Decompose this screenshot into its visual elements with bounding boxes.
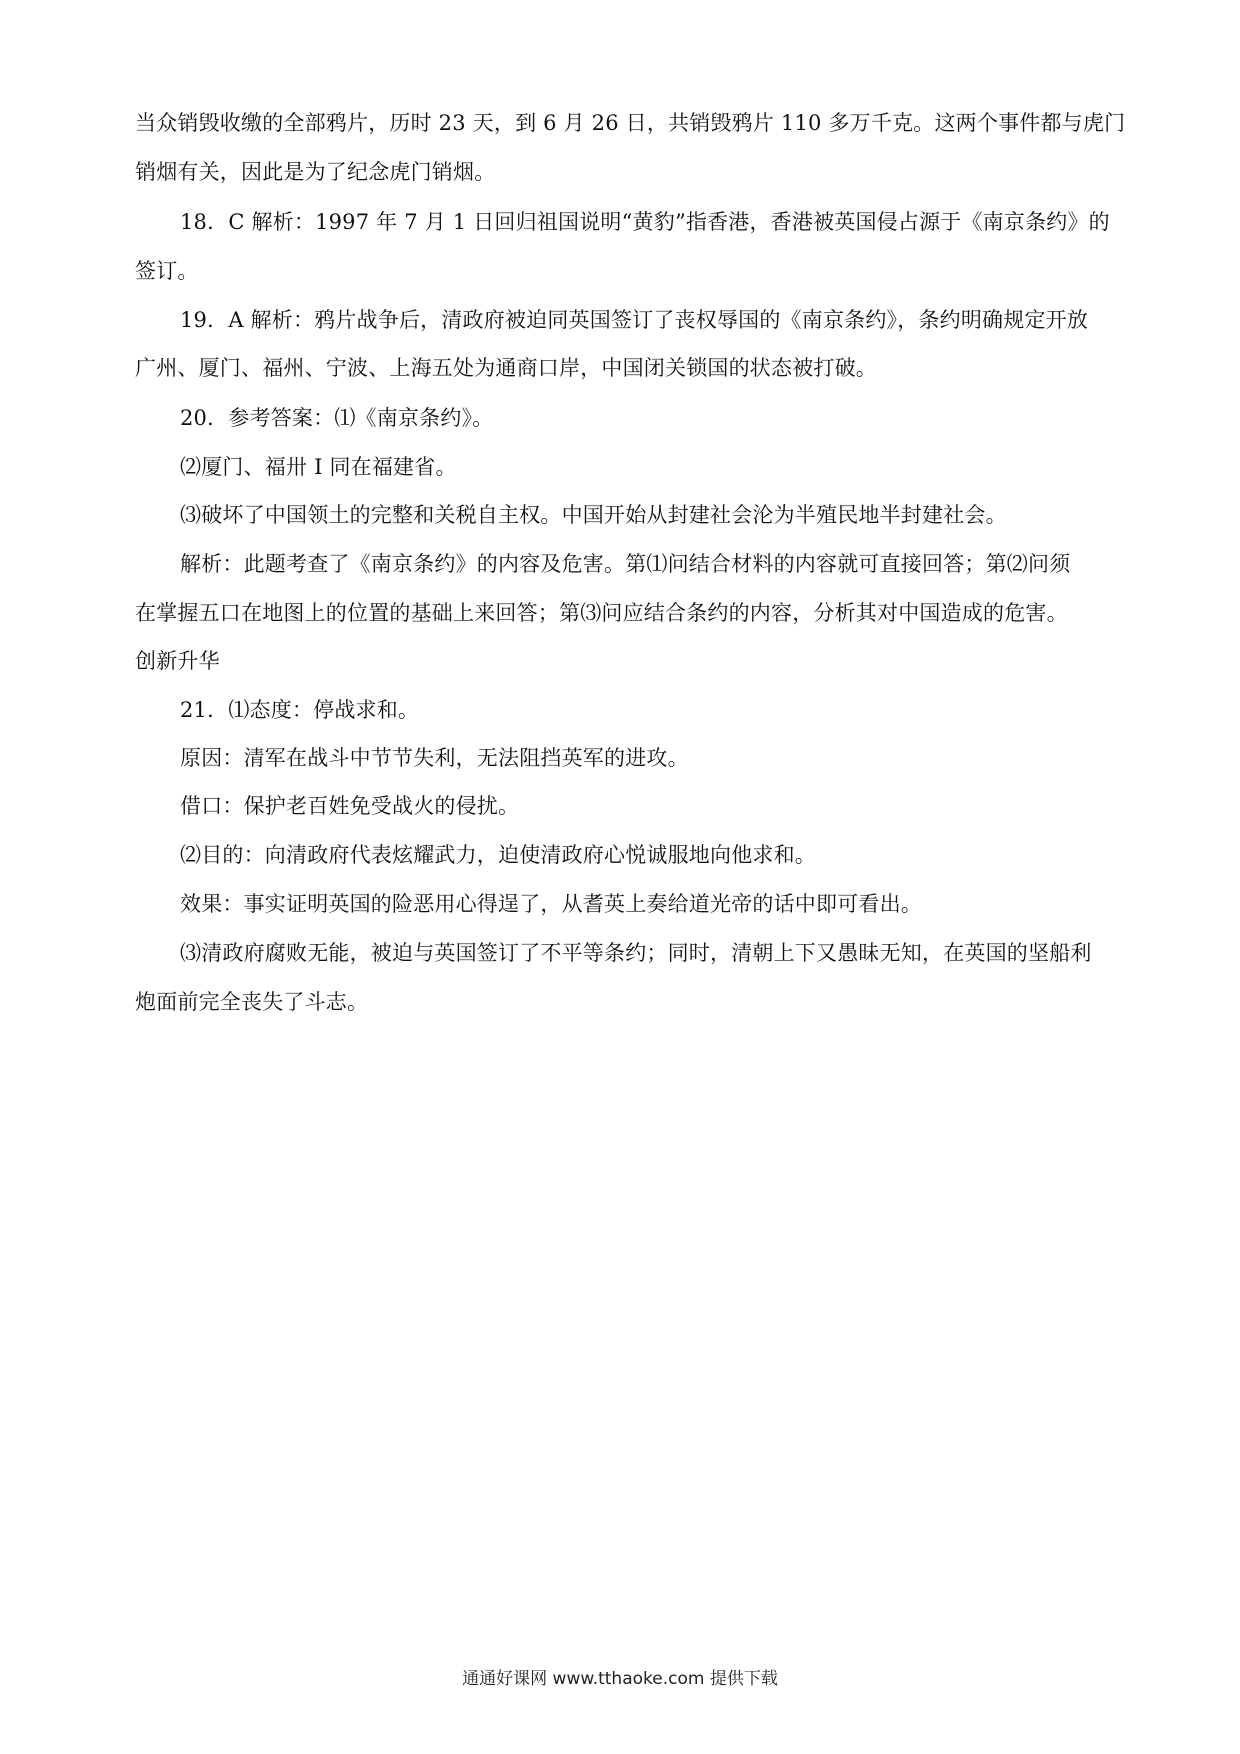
answer-19-line-1: 19．A 解析：鸦片战争后，清政府被迫同英国签订了丧权辱国的《南京条约》，条约明确规定开放 (180, 308, 1089, 332)
text-line-2: 销烟有关，因此是为了纪念虎门销烟。 (135, 160, 496, 184)
answer-20-part-2: ⑵厦门、福卅 I 同在福建省。 (180, 455, 457, 479)
answer-20-part-3: ⑶破坏了中国领土的完整和关税自主权。中国开始从封建社会沦为半殖民地半封建社会。 (180, 503, 1007, 527)
answer-21-pretext: 借口：保护老百姓免受战火的侵扰。 (180, 794, 520, 818)
answer-21-part-1: 21．⑴态度：停战求和。 (180, 698, 420, 722)
page-footer: 通通好课网 www.tthaoke.com 提供下载 (462, 1669, 778, 1689)
answer-21-effect: 效果：事实证明英国的险恶用心得逞了，从耆英上奏给道光帝的话中即可看出。 (180, 892, 922, 916)
answer-21-reason: 原因：清军在战斗中节节失利，无法阻挡英军的进攻。 (180, 746, 689, 770)
text-line-1: 当众销毁收缴的全部鸦片，历时 23 天，到 6 月 26 日，共销毁鸦片 110 多万千克。这两个事件都与虎门 (135, 111, 1126, 135)
answer-21-part-3-line-1: ⑶清政府腐败无能，被迫与英国签订了不平等条约；同时，清朝上下又愚昧无知，在英国的坚船利 (180, 941, 1092, 965)
answer-21-part-2: ⑵目的：向清政府代表炫耀武力，迫使清政府心悦诚服地向他求和。 (180, 843, 816, 867)
answer-18-line-1: 18．C 解析：1997 年 7 月 1 日回归祖国说明“黄豹”指香港，香港被英国侵占源于《南京条约》的 (180, 210, 1110, 234)
section-heading: 创新升华 (135, 649, 220, 673)
answer-19-line-2: 广州、厦门、福州、宁波、上海五处为通商口岸，中国闭关锁国的状态被打破。 (135, 356, 877, 380)
analysis-20-line-1: 解析：此题考查了《南京条约》的内容及危害。第⑴问结合材料的内容就可直接回答；第⑵问须 (180, 552, 1071, 576)
analysis-20-line-2: 在掌握五口在地图上的位置的基础上来回答；第⑶问应结合条约的内容，分析其对中国造成的危害。 (135, 601, 1068, 625)
answer-18-line-2: 签订。 (135, 259, 199, 283)
answer-21-part-3-line-2: 炮面前完全丧失了斗志。 (135, 990, 369, 1014)
answer-20-part-1: 20．参考答案：⑴《南京条约》。 (180, 406, 494, 430)
